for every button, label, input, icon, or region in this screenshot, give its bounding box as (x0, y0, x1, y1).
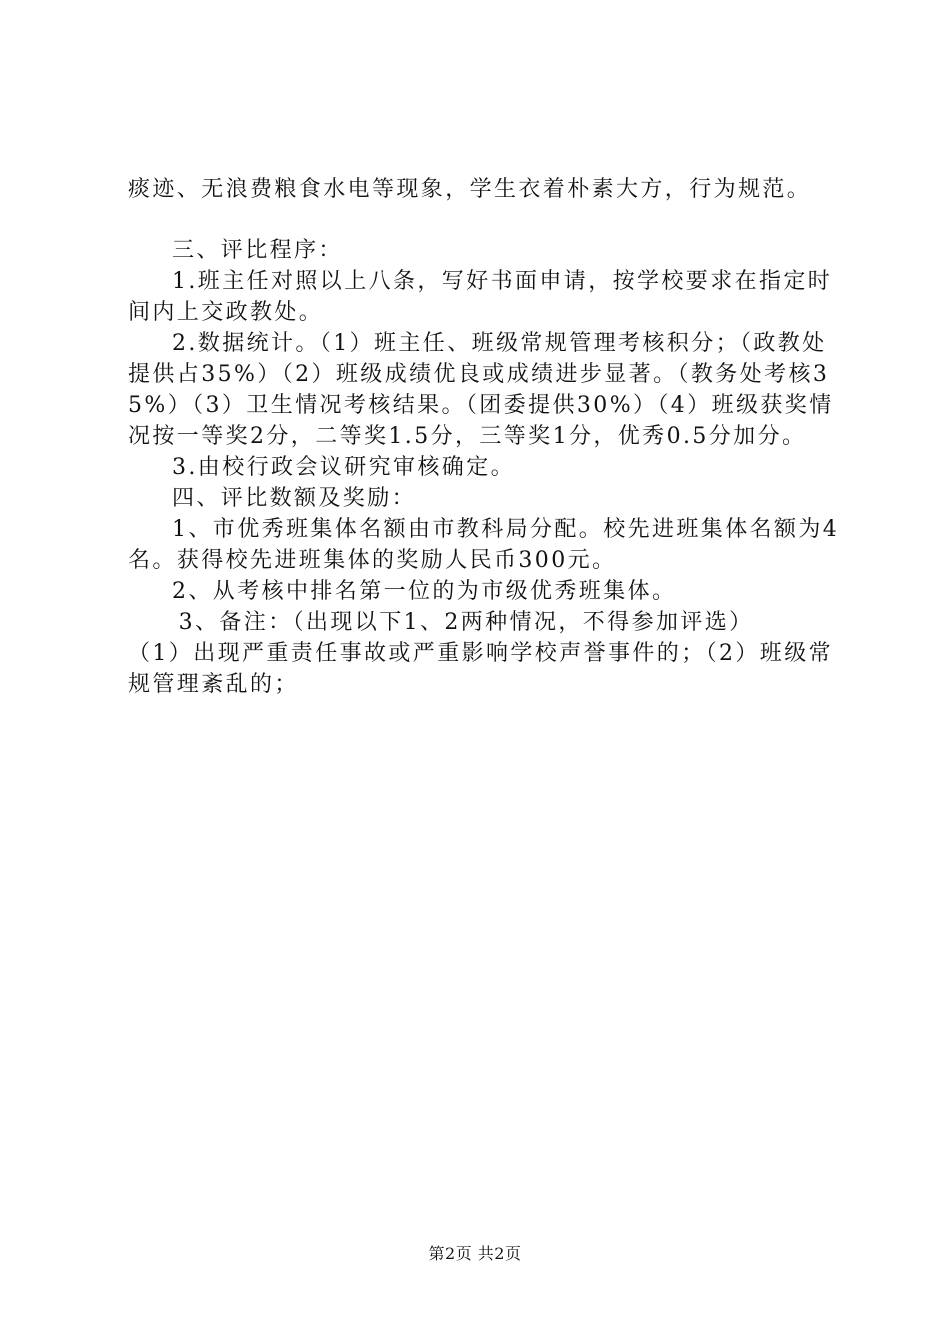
page-number-footer: 第2页 共2页 (428, 1244, 522, 1263)
paragraph-city-level: 2、从考核中排名第一位的为市级优秀班集体。 (172, 579, 677, 604)
paragraph-data-statistics: 2.数据统计。（1）班主任、班级常规管理考核积分；（政教处提供占35%）（2）班级成绩优良或成绩进步显著。（教务处考核35%）（3）卫生情况考核结果。（团委提供30%）（4）班级获奖情况按一等奖2分，二等奖1.5分，三等奖1分，优秀0.5分加分。 (128, 331, 834, 449)
paragraph-review: 3.由校行政会议研究审核确定。 (172, 455, 515, 480)
section-heading-quota-rewards: 四、评比数额及奖励： (172, 486, 417, 511)
paragraph-application: 1.班主任对照以上八条，写好书面申请，按学校要求在指定时间内上交政教处。 (128, 269, 833, 325)
document-body (128, 174, 840, 700)
paragraph-quota: 1、市优秀班集体名额由市教科局分配。校先进班集体名额为4名。获得校先进班集体的奖励人民币300元。 (128, 517, 840, 573)
paragraph-remarks: 3、备注：（出现以下1、2两种情况，不得参加评选） (178, 610, 754, 635)
section-heading-evaluation-procedure: 三、评比程序： (172, 238, 343, 263)
paragraph-exclusions: （1）出现严重责任事故或严重影响学校声誉事件的；（2）班级常规管理紊乱的； (128, 641, 833, 697)
paragraph-continuation: 痰迹、无浪费粮食水电等现象，学生衣着朴素大方，行为规范。 (128, 177, 812, 202)
paragraph-gap (128, 205, 840, 235)
